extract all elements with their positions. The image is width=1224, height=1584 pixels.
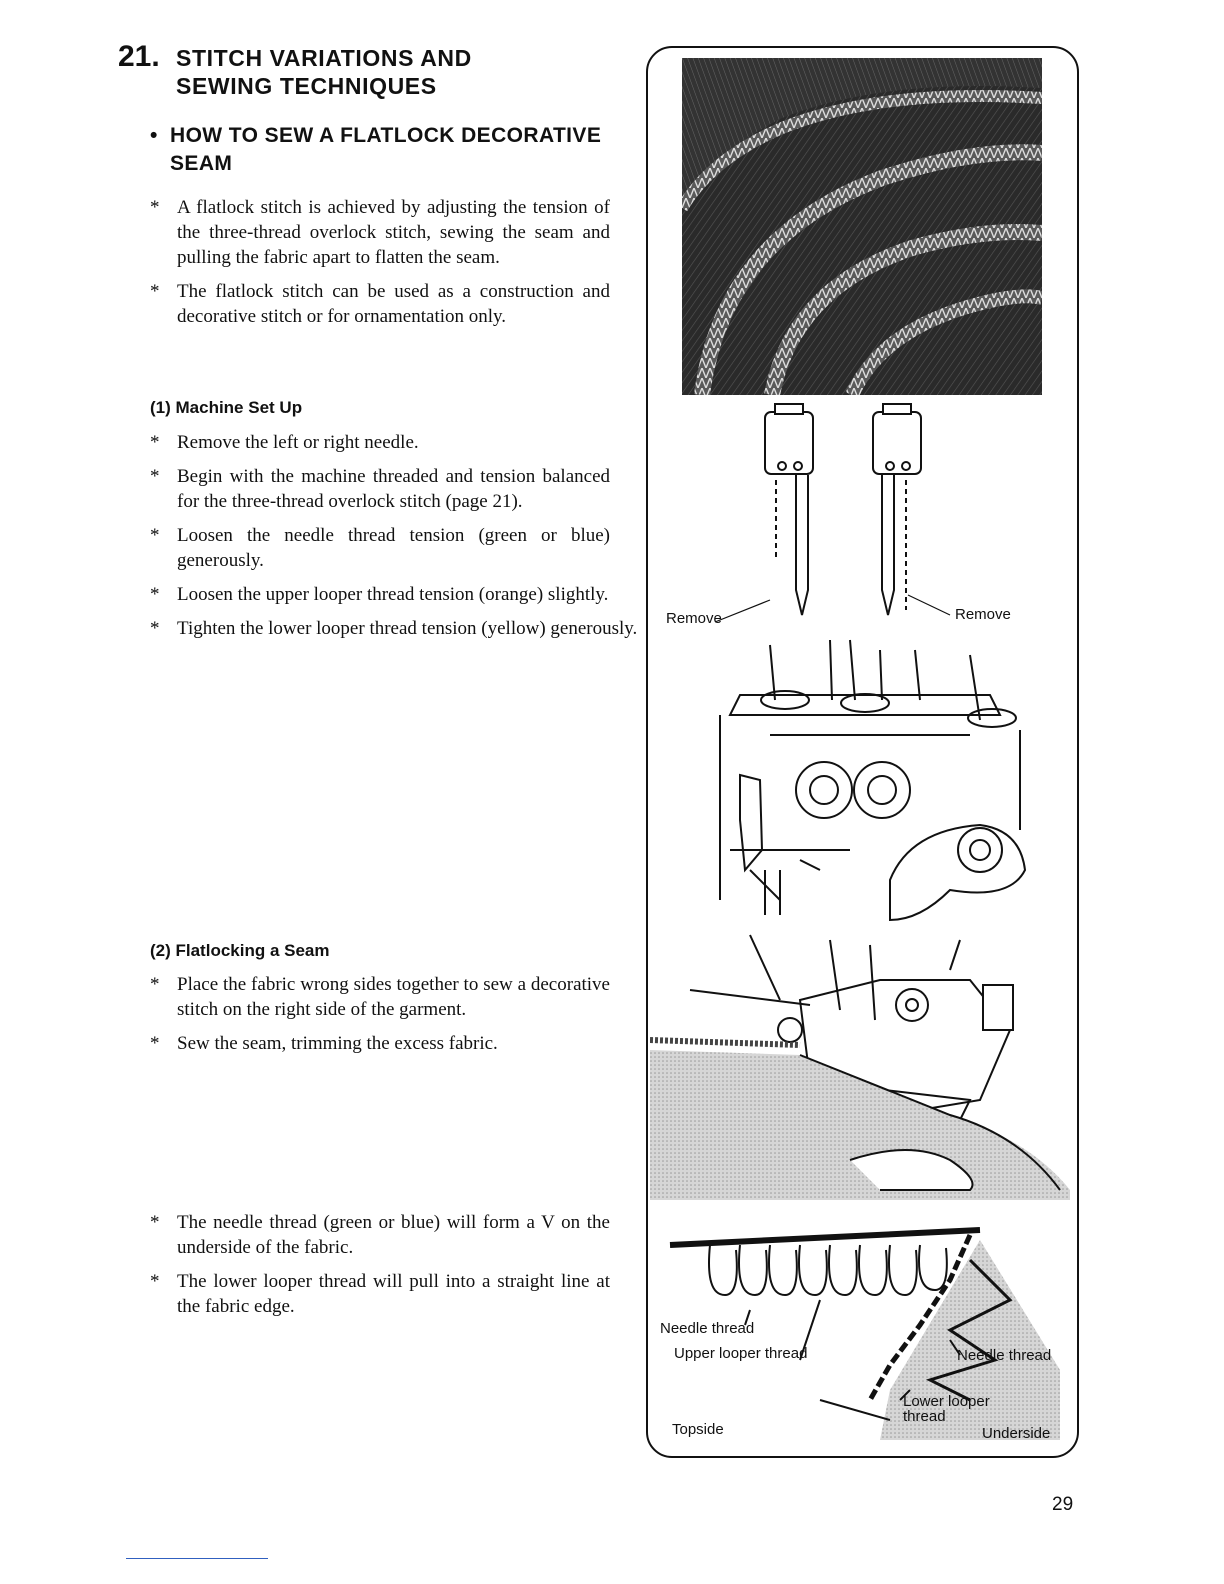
list-item: * Loosen the upper looper thread tension (orange) slightly.: [150, 584, 609, 605]
chapter-title-line1: STITCH VARIATIONS AND: [176, 45, 472, 71]
topside-label: Topside: [672, 1421, 724, 1438]
asterisk-icon: *: [150, 584, 160, 605]
upper-looper-thread-label: Upper looper thread: [674, 1345, 808, 1362]
needle-thread-underside-label: Needle thread: [957, 1347, 1052, 1364]
remove-label-left: Remove: [666, 610, 722, 627]
list-item: * Remove the left or right needle.: [150, 432, 419, 453]
asterisk-icon: *: [150, 466, 160, 487]
flatlocking-list: [150, 972, 610, 1065]
asterisk-icon: *: [150, 1271, 160, 1292]
remove-label-right: Remove: [955, 606, 1011, 623]
asterisk-icon: *: [150, 281, 160, 302]
left-needle-icon: [715, 404, 813, 622]
list-item: * Loosen the needle thread tension (green or blue) generously.: [150, 525, 610, 571]
machine-setup-heading: (1) Machine Set Up: [150, 398, 303, 417]
right-needle-icon: [873, 404, 950, 615]
page-number: 29: [1052, 1494, 1074, 1515]
flatlock-seam-photo: [682, 58, 1042, 395]
underside-label: Underside: [982, 1425, 1051, 1442]
intro-item: * The flatlock stitch can be used as a construction and decorative stitch or for ornamentation only.: [150, 281, 610, 327]
flatlocking-notes: [150, 1210, 610, 1328]
list-item: * Begin with the machine threaded and tension balanced for the three-thread overlock stitch (page 21).: [150, 466, 610, 512]
tension-dials-drawing: [720, 640, 1025, 920]
lower-looper-label: Lower looper thread: [903, 1393, 990, 1425]
list-item: * Tighten the lower looper thread tension (yellow) generously.: [150, 618, 638, 639]
asterisk-icon: *: [150, 432, 160, 453]
needle-thread-label: Needle thread: [660, 1320, 755, 1337]
machine-illustrations: [650, 400, 1070, 1450]
asterisk-icon: *: [150, 618, 160, 639]
chapter-title: [176, 44, 472, 100]
list-item: * The needle thread (green or blue) will form a V on the underside of the fabric.: [150, 1212, 610, 1258]
subheading-line1: HOW TO SEW A FLATLOCK DECORATIVE: [170, 124, 602, 147]
asterisk-icon: *: [150, 197, 160, 218]
subheading-line2: SEAM: [170, 152, 233, 175]
asterisk-icon: *: [150, 1033, 160, 1054]
list-item: * Place the fabric wrong sides together to sew a decorative stitch on the right side of the garment.: [150, 974, 610, 1020]
list-item: * The lower looper thread will pull into a straight line at the fabric edge.: [150, 1271, 610, 1317]
intro-item: * A flatlock stitch is achieved by adjusting the tension of the three-thread overlock stitch, sewing the seam and pulling the fabric apart to flatten the seam.: [150, 197, 610, 268]
intro-list: [150, 195, 610, 338]
asterisk-icon: *: [150, 525, 160, 546]
asterisk-icon: *: [150, 1212, 160, 1233]
chapter-title-line2: SEWING TECHNIQUES: [176, 73, 437, 99]
footer-divider: [126, 1558, 268, 1559]
machine-setup-list: [150, 430, 638, 650]
flatlocking-heading: (2) Flatlocking a Seam: [150, 941, 330, 960]
list-item: * Sew the seam, trimming the excess fabric.: [150, 1033, 498, 1054]
chapter-number: 21.: [118, 40, 160, 73]
bullet-icon: •: [150, 124, 158, 147]
asterisk-icon: *: [150, 974, 160, 995]
